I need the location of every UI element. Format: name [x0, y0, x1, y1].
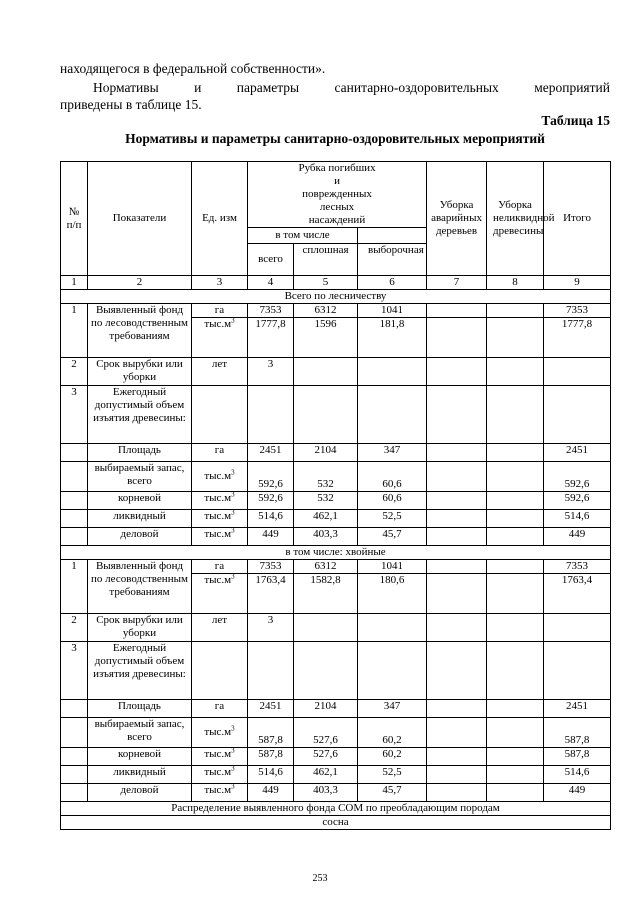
row-value — [487, 318, 544, 358]
row-value — [358, 386, 427, 444]
row-value — [427, 574, 487, 614]
row-value: 7353 — [248, 304, 294, 318]
row-unit: $тыс.м^3$ — [192, 766, 248, 784]
header-emergency: Уборка аварийных деревьев — [427, 162, 487, 276]
row-value — [487, 700, 544, 718]
row-value: 587,8 — [248, 718, 294, 748]
row-value — [427, 560, 487, 574]
row-value — [427, 358, 487, 386]
row-value: 2451 — [544, 700, 611, 718]
header-illiquid: Уборка неликвидной древесины — [487, 162, 544, 276]
row-value: 60,6 — [358, 462, 427, 492]
column-number: 1 — [61, 276, 88, 290]
row-value: 6312 — [294, 304, 358, 318]
column-number: 3 — [192, 276, 248, 290]
row-value: 180,6 — [358, 574, 427, 614]
row-value — [544, 614, 611, 642]
row-value: 532 — [294, 462, 358, 492]
row-indicator: Выявленный фонд по лесоводственным требованиям — [88, 304, 192, 358]
row-value — [544, 386, 611, 444]
table-title: Нормативы и параметры санитарно-оздоровительных мероприятий — [125, 131, 545, 146]
column-number: 6 — [358, 276, 427, 290]
row-value: 2451 — [544, 444, 611, 462]
row-value: 7353 — [544, 304, 611, 318]
intro-line-3: приведены в таблице 15. — [60, 97, 202, 112]
row-number — [61, 492, 88, 510]
row-unit: лет — [192, 358, 248, 386]
row-value: 1041 — [358, 560, 427, 574]
row-value: 1041 — [358, 304, 427, 318]
row-value: 347 — [358, 444, 427, 462]
row-value — [427, 386, 487, 444]
row-number: 3 — [61, 386, 88, 444]
row-number — [61, 444, 88, 462]
row-value: 347 — [358, 700, 427, 718]
row-value: 449 — [544, 528, 611, 546]
row-value: 403,3 — [294, 528, 358, 546]
row-value — [487, 510, 544, 528]
row-value: 52,5 — [358, 510, 427, 528]
row-value: 45,7 — [358, 528, 427, 546]
row-unit: $тыс.м^3$ — [192, 748, 248, 766]
row-value — [192, 642, 248, 700]
column-number: 5 — [294, 276, 358, 290]
norms-table — [60, 161, 611, 830]
header-clear: сплошная — [294, 244, 358, 276]
row-unit: $тыс.м^3$ — [192, 718, 248, 748]
row-value: 60,2 — [358, 718, 427, 748]
row-value: 462,1 — [294, 766, 358, 784]
row-value — [487, 444, 544, 462]
row-value: 514,6 — [544, 766, 611, 784]
row-value: 2104 — [294, 444, 358, 462]
row-unit: $тыс.м^3$ — [192, 784, 248, 802]
row-value — [427, 614, 487, 642]
row-value — [427, 528, 487, 546]
row-number — [61, 528, 88, 546]
row-indicator: Срок вырубки или уборки — [88, 614, 192, 642]
row-value: 60,6 — [358, 492, 427, 510]
row-indicator: деловой — [88, 528, 192, 546]
row-value: 7353 — [248, 560, 294, 574]
row-unit: $тыс.м^3$ — [192, 462, 248, 492]
row-value: 514,6 — [248, 766, 294, 784]
intro-line-2: Нормативы и параметры санитарно-оздоровительных мероприятий — [93, 80, 610, 95]
row-number: 1 — [61, 560, 88, 614]
row-value: 403,3 — [294, 784, 358, 802]
row-unit: лет — [192, 614, 248, 642]
row-value: 449 — [248, 528, 294, 546]
row-value: 592,6 — [248, 492, 294, 510]
row-value: 592,6 — [544, 462, 611, 492]
row-value: 2451 — [248, 700, 294, 718]
row-value — [427, 492, 487, 510]
row-unit: $тыс.м^3$ — [192, 510, 248, 528]
row-value — [487, 560, 544, 574]
row-value: 181,8 — [358, 318, 427, 358]
row-value — [427, 642, 487, 700]
row-value — [427, 766, 487, 784]
row-value: 462,1 — [294, 510, 358, 528]
row-unit: $тыс.м^3$ — [192, 492, 248, 510]
column-number: 9 — [544, 276, 611, 290]
row-number: 3 — [61, 642, 88, 700]
row-indicator: корневой — [88, 748, 192, 766]
page-number: 253 — [312, 873, 328, 884]
row-value: 532 — [294, 492, 358, 510]
row-value: 60,2 — [358, 748, 427, 766]
row-value: 1763,4 — [248, 574, 294, 614]
row-indicator: ликвидный — [88, 510, 192, 528]
row-value — [487, 462, 544, 492]
row-value — [358, 358, 427, 386]
row-indicator: ликвидный — [88, 766, 192, 784]
row-indicator: выбираемый запас, всего — [88, 462, 192, 492]
row-number: 2 — [61, 358, 88, 386]
row-value: 527,6 — [294, 718, 358, 748]
header-unit: Ед. изм — [192, 162, 248, 276]
row-value — [294, 386, 358, 444]
row-value — [427, 510, 487, 528]
row-number — [61, 718, 88, 748]
row-value: 45,7 — [358, 784, 427, 802]
row-indicator: Срок вырубки или уборки — [88, 358, 192, 386]
row-number — [61, 510, 88, 528]
row-number — [61, 462, 88, 492]
row-value: 587,8 — [248, 748, 294, 766]
row-unit: $тыс.м^3$ — [192, 574, 248, 614]
header-selective: выборочная — [358, 244, 427, 276]
table-number: Таблица 15 — [541, 113, 610, 128]
row-value — [427, 318, 487, 358]
species-title: сосна — [61, 816, 611, 830]
row-value — [487, 614, 544, 642]
row-indicator: Выявленный фонд по лесоводственным требованиям — [88, 560, 192, 614]
row-value: 592,6 — [544, 492, 611, 510]
row-value — [487, 748, 544, 766]
row-indicator: Ежегодный допустимый объем изъятия древесины: — [88, 386, 192, 444]
row-value: 6312 — [294, 560, 358, 574]
row-unit: га — [192, 444, 248, 462]
row-value: 527,6 — [294, 748, 358, 766]
row-indicator: Ежегодный допустимый объем изъятия древесины: — [88, 642, 192, 700]
row-number — [61, 700, 88, 718]
row-value: 514,6 — [248, 510, 294, 528]
row-value: 3 — [248, 614, 294, 642]
row-value: 449 — [248, 784, 294, 802]
row-value: 1777,8 — [248, 318, 294, 358]
section-title: в том числе: хвойные — [61, 546, 611, 560]
row-value — [248, 642, 294, 700]
row-value — [544, 642, 611, 700]
row-value: 52,5 — [358, 766, 427, 784]
row-value — [487, 386, 544, 444]
row-value — [487, 528, 544, 546]
row-value: 1777,8 — [544, 318, 611, 358]
row-number — [61, 766, 88, 784]
row-value — [427, 784, 487, 802]
row-indicator: выбираемый запас, всего — [88, 718, 192, 748]
row-number — [61, 748, 88, 766]
row-unit: га — [192, 700, 248, 718]
row-value: 514,6 — [544, 510, 611, 528]
column-number: 4 — [248, 276, 294, 290]
row-value — [487, 304, 544, 318]
row-value: 1596 — [294, 318, 358, 358]
header-total: всего — [248, 244, 294, 276]
row-unit: га — [192, 560, 248, 574]
row-value: 1582,8 — [294, 574, 358, 614]
row-value — [487, 642, 544, 700]
row-value — [487, 492, 544, 510]
row-unit: га — [192, 304, 248, 318]
row-value — [427, 748, 487, 766]
row-value — [544, 358, 611, 386]
column-number: 8 — [487, 276, 544, 290]
row-value: 449 — [544, 784, 611, 802]
row-indicator: деловой — [88, 784, 192, 802]
row-value — [487, 718, 544, 748]
row-unit: $тыс.м^3$ — [192, 318, 248, 358]
row-value — [487, 766, 544, 784]
row-value: 2451 — [248, 444, 294, 462]
header-sum: Итого — [544, 162, 611, 276]
row-value — [487, 358, 544, 386]
row-value — [248, 386, 294, 444]
row-value — [427, 700, 487, 718]
row-value — [427, 718, 487, 748]
intro-line-1: находящегося в федеральной собственности». — [60, 61, 326, 76]
row-number — [61, 784, 88, 802]
column-number: 7 — [427, 276, 487, 290]
row-value — [294, 642, 358, 700]
row-value: 1763,4 — [544, 574, 611, 614]
row-value: 587,8 — [544, 718, 611, 748]
row-number: 2 — [61, 614, 88, 642]
row-indicator: корневой — [88, 492, 192, 510]
row-value — [294, 614, 358, 642]
header-num: № п/п — [61, 162, 88, 276]
row-value — [358, 614, 427, 642]
row-number: 1 — [61, 304, 88, 358]
row-value — [487, 784, 544, 802]
row-value: 7353 — [544, 560, 611, 574]
row-value: 592,6 — [248, 462, 294, 492]
row-indicator: Площадь — [88, 700, 192, 718]
row-value: 3 — [248, 358, 294, 386]
section-title: Всего по лесничеству — [61, 290, 611, 304]
row-indicator: Площадь — [88, 444, 192, 462]
row-value — [487, 574, 544, 614]
row-value — [427, 444, 487, 462]
row-value: 2104 — [294, 700, 358, 718]
header-indicator: Показатели — [88, 162, 192, 276]
row-value — [192, 386, 248, 444]
row-value — [358, 642, 427, 700]
header-incl: в том числе — [248, 228, 358, 244]
row-value — [427, 462, 487, 492]
distribution-title: Распределение выявленного фонда СОМ по преобладающим породам — [61, 802, 611, 816]
row-value — [427, 304, 487, 318]
row-unit: $тыс.м^3$ — [192, 528, 248, 546]
header-logging: Рубка погибших и поврежденных лесных насаждений — [248, 162, 427, 228]
column-number: 2 — [88, 276, 192, 290]
row-value: 587,8 — [544, 748, 611, 766]
row-value — [294, 358, 358, 386]
